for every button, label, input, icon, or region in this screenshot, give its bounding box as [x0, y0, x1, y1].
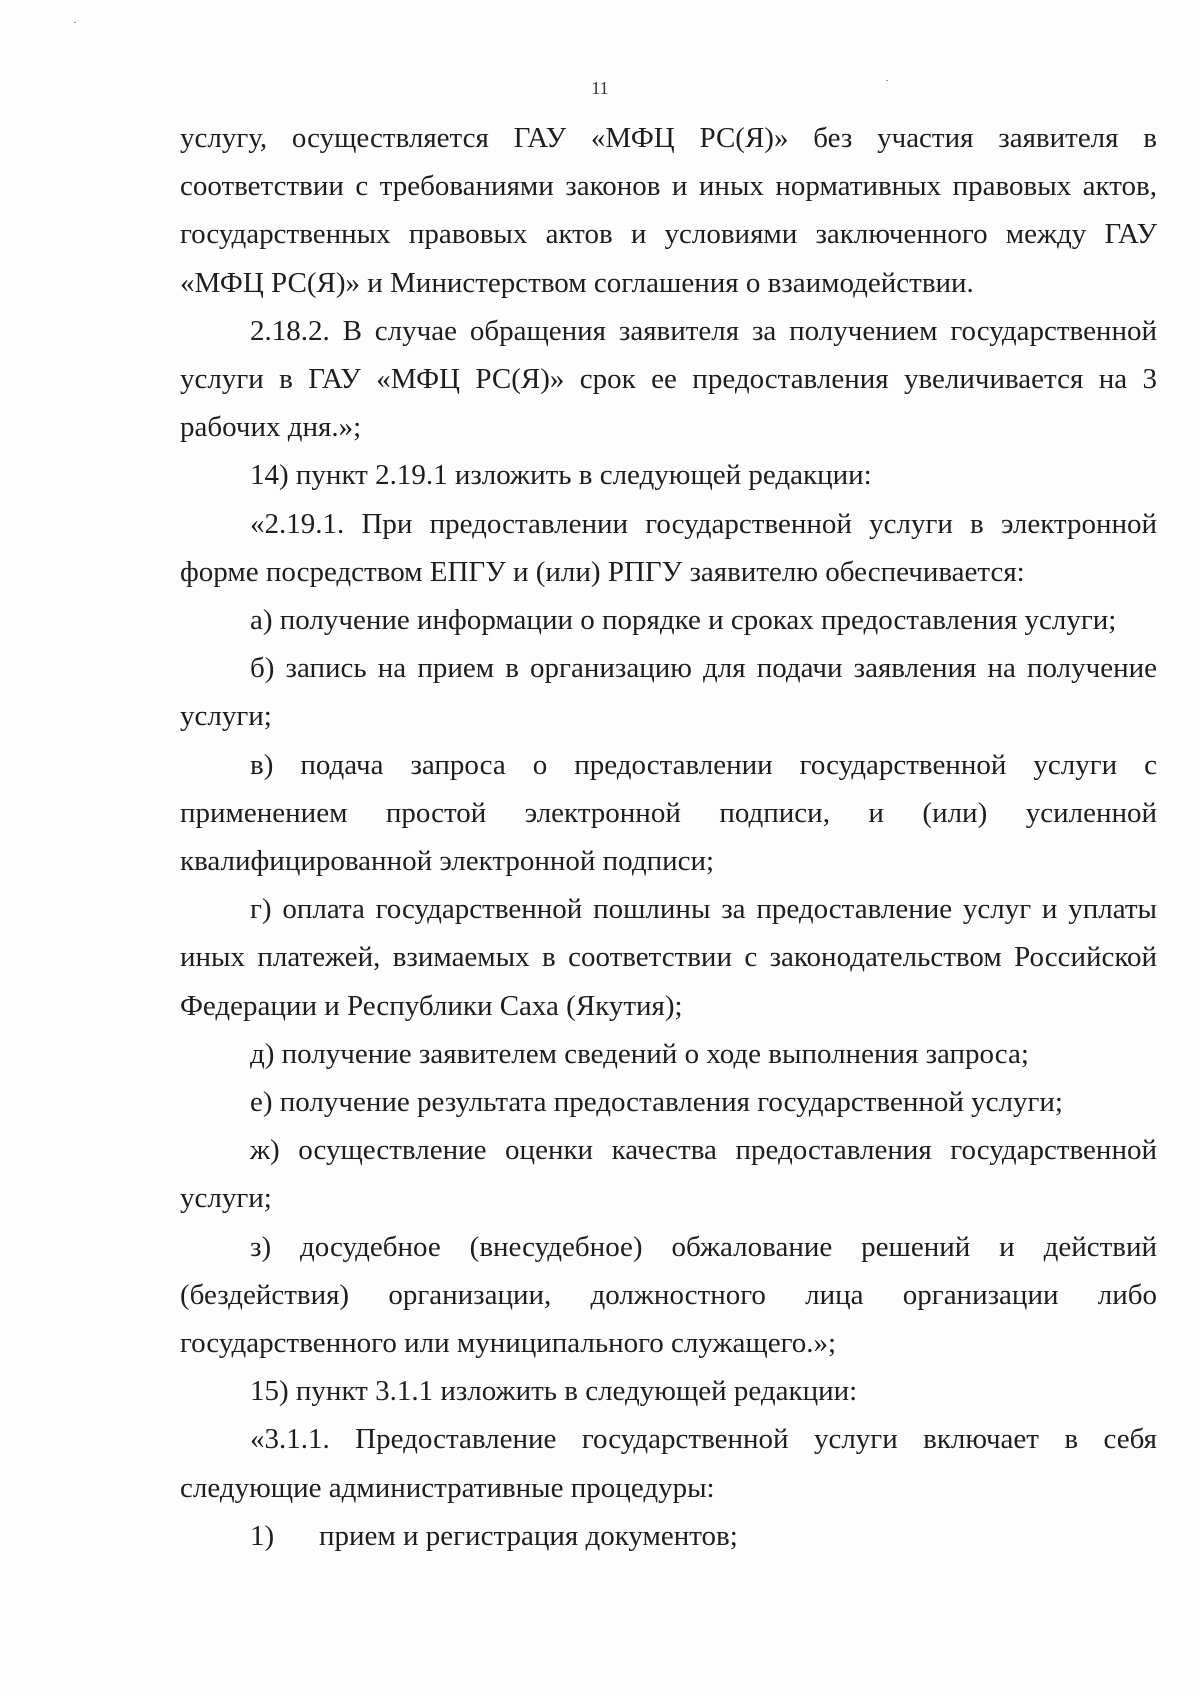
- list-item-text: прием и регистрация документов;: [319, 1519, 738, 1552]
- list-item: [180, 1512, 1157, 1560]
- paragraph-subitem-v: в) подача запроса о предоставлении государственной услуги с применением простой электронной подписи, и (или) усиленной квалифицированной электронной подписи;: [180, 748, 1157, 878]
- paragraph-subitem-g: г) оплата государственной пошлины за предоставление услуг и уплаты иных платежей, взимаемых в соответствии с законодательством Российской Федерации и Республики Саха (Якутия);: [180, 893, 1157, 1022]
- scan-speck: [74, 22, 76, 23]
- paragraph-subitem-e: е) получение результата предоставления государственной услуги;: [250, 1086, 1063, 1119]
- paragraph-3-1-1: «3.1.1. Предоставление государственной услуги включает в себя следующие административные процедуры:: [180, 1423, 1157, 1504]
- paragraph-subitem-a: а) получение информации о порядке и сроках предоставления услуги;: [250, 604, 1117, 637]
- paragraph-item-14: 14) пункт 2.19.1 изложить в следующей редакции:: [250, 459, 872, 492]
- document-body: [180, 114, 1157, 1560]
- paragraph-item-15: 15) пункт 3.1.1 изложить в следующей редакции:: [250, 1375, 858, 1408]
- paragraph-subitem-z: з) досудебное (внесудебное) обжалование решений и действий (бездействия) организации, должностного лица организации либо государственного или муниципального служащего.»;: [180, 1230, 1157, 1360]
- page-number: 11: [591, 78, 609, 98]
- paragraph-subitem-b: б) запись на прием в организацию для подачи заявления на получение услуги;: [180, 652, 1157, 733]
- paragraph-2-19-1: «2.19.1. При предоставлении государственной услуги в электронной форме посредством ЕПГУ и (или) РПГУ заявителю обеспечивается:: [180, 507, 1157, 588]
- paragraph-2-18-2: 2.18.2. В случае обращения заявителя за получением государственной услуги в ГАУ «МФЦ РС(Я)» срок ее предоставления увеличивается на 3 рабочих дня.»;: [180, 314, 1157, 444]
- paragraph-subitem-zh: ж) осуществление оценки качества предоставления государственной услуги;: [180, 1134, 1157, 1215]
- paragraph-continuation: услугу, осуществляется ГАУ «МФЦ РС(Я)» без участия заявителя в соответствии с требованиями законов и иных нормативных правовых актов, государственных правовых актов и условиями заключенного между ГАУ «МФЦ РС(Я)» и Министерством соглашения о взаимодействии.: [180, 122, 1157, 299]
- list-item-number: 1): [250, 1519, 275, 1552]
- paragraph-subitem-d: д) получение заявителем сведений о ходе выполнения запроса;: [250, 1037, 1029, 1070]
